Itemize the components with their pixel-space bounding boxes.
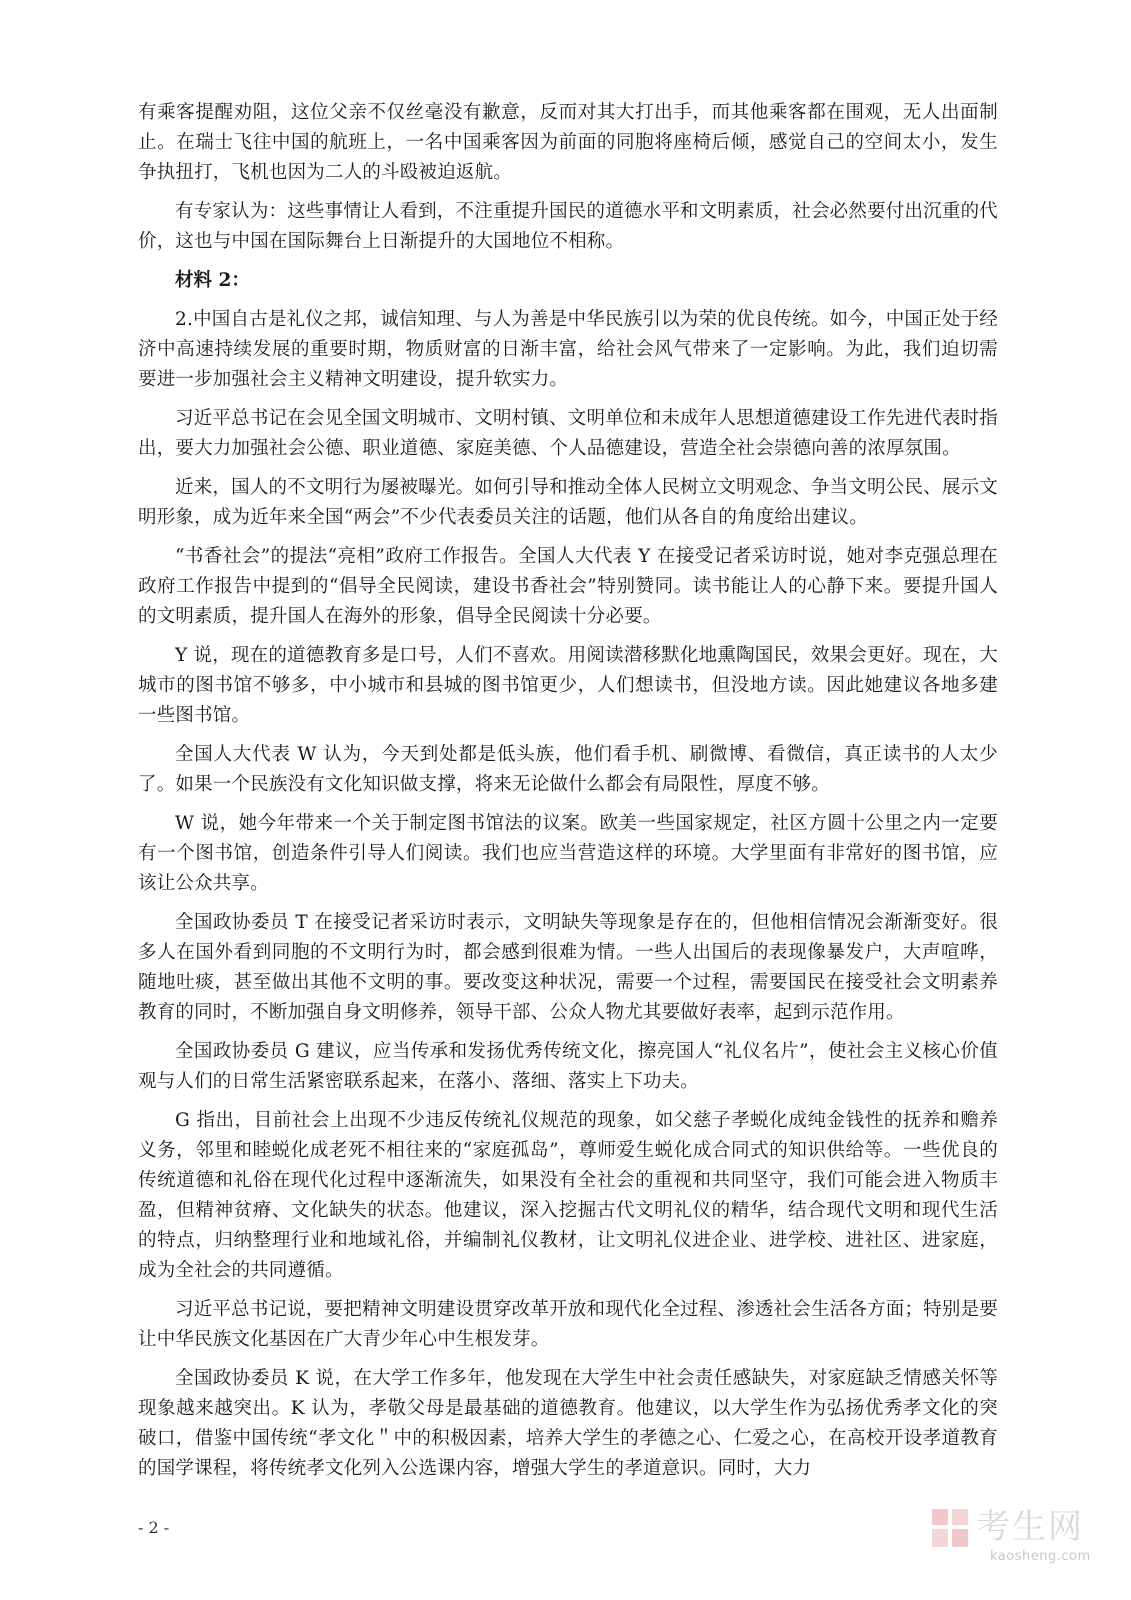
paragraph-4: 习近平总书记在会见全国文明城市、文明村镇、文明单位和未成年人思想道德建设工作先进代表时指出，要大力加强社会公德、职业道德、家庭美德、个人品德建设，营造全社会崇德向善的浓厚氛围。 bbox=[138, 408, 998, 459]
watermark-url: kaosheng.com bbox=[990, 1549, 1091, 1564]
paragraph-12: G 指出，目前社会上出现不少违反传统礼仪规范的现象，如父慈子孝蜕化成纯金钱性的抚养和赡养义务，邻里和睦蜕化成老死不相往来的“家庭孤岛”，尊师爱生蜕化成合同式的知识供给等。一些优良的传统道德和礼俗在现代化过程中逐渐流失，如果没有全社会的重视和共同坚守，我们可能会进入物质丰盈，但精神贫瘠、文化缺失的状态。他建议，深入挖掘古代文明礼仪的精华，结合现代文明和现代生活的特点，归纳整理行业和地域礼俗，并编制礼仪教材，让文明礼仪进企业、进学校、进社区、进家庭，成为全社会的共同遵循。 bbox=[138, 1110, 998, 1281]
kaosheng-logo-icon bbox=[930, 1507, 970, 1551]
paragraph-3: 2.中国自古是礼仪之邦，诚信知理、与人为善是中华民族引以为荣的优良传统。如今，中国正处于经济中高速持续发展的重要时期，物质财富的日渐丰富，给社会风气带来了一定影响。为此，我们迫切需要进一步加强社会主义精神文明建设，提升软实力。 bbox=[138, 309, 998, 390]
paragraph-5: 近来，国人的不文明行为屡被曝光。如何引导和推动全体人民树立文明观念、争当文明公民、展示文明形象，成为近年来全国“两会”不少代表委员关注的话题，他们从各自的角度给出建议。 bbox=[138, 477, 998, 528]
paragraph-9: W 说，她今年带来一个关于制定图书馆法的议案。欧美一些国家规定，社区方圆十公里之内一定要有一个图书馆，创造条件引导人们阅读。我们也应当营造这样的环境。大学里面有非常好的图书馆，应该让公众共享。 bbox=[138, 813, 998, 894]
paragraph-8: 全国人大代表 W 认为，今天到处都是低头族，他们看手机、刷微博、看微信，真正读书的人太少了。如果一个民族没有文化知识做支撑，将来无论做什么都会有局限性，厚度不够。 bbox=[138, 744, 998, 795]
paragraph-2: 有专家认为：这些事情让人看到，不注重提升国民的道德水平和文明素质，社会必然要付出沉重的代价，这也与中国在国际舞台上日渐提升的大国地位不相称。 bbox=[138, 201, 998, 252]
page-number: - 2 - bbox=[138, 1518, 170, 1537]
document-body bbox=[138, 98, 998, 1493]
watermark bbox=[930, 1503, 1100, 1573]
watermark-name: 考生网 bbox=[976, 1507, 1084, 1547]
section-heading-material-2: 材料 2： bbox=[175, 270, 250, 291]
paragraph-11: 全国政协委员 G 建议，应当传承和发扬优秀传统文化，擦亮国人“礼仪名片”，使社会主义核心价值观与人们的日常生活紧密联系起来，在落小、落细、落实上下功夫。 bbox=[138, 1041, 998, 1092]
paragraph-13: 习近平总书记说，要把精神文明建设贯穿改革开放和现代化全过程、渗透社会生活各方面；特别是要让中华民族文化基因在广大青少年心中生根发芽。 bbox=[138, 1299, 998, 1350]
paragraph-1: 有乘客提醒劝阻，这位父亲不仅丝毫没有歉意，反而对其大打出手，而其他乘客都在围观，无人出面制止。在瑞士飞往中国的航班上，一名中国乘客因为前面的同胞将座椅后倾，感觉自己的空间太小，发生争执扭打，飞机也因为二人的斗殴被迫返航。 bbox=[138, 102, 998, 183]
paragraph-7: Y 说，现在的道德教育多是口号，人们不喜欢。用阅读潜移默化地熏陶国民，效果会更好。现在，大城市的图书馆不够多，中小城市和县城的图书馆更少，人们想读书，但没地方读。因此她建议各地多建一些图书馆。 bbox=[138, 645, 998, 726]
paragraph-10: 全国政协委员 T 在接受记者采访时表示，文明缺失等现象是存在的，但他相信情况会渐渐变好。很多人在国外看到同胞的不文明行为时，都会感到很难为情。一些人出国后的表现像暴发户，大声喧哗，随地吐痰，甚至做出其他不文明的事。要改变这种状况，需要一个过程，需要国民在接受社会文明素养教育的同时，不断加强自身文明修养，领导干部、公众人物尤其要做好表率，起到示范作用。 bbox=[138, 912, 998, 1023]
paragraph-6: “书香社会”的提法“亮相”政府工作报告。全国人大代表 Y 在接受记者采访时说，她对李克强总理在政府工作报告中提到的“倡导全民阅读，建设书香社会”特别赞同。读书能让人的心静下来。要提升国人的文明素质，提升国人在海外的形象，倡导全民阅读十分必要。 bbox=[138, 546, 998, 627]
paragraph-14: 全国政协委员 K 说，在大学工作多年，他发现在大学生中社会责任感缺失，对家庭缺乏情感关怀等现象越来越突出。K 认为，孝敬父母是最基础的道德教育。他建议，以大学生作为弘扬优秀孝文化的突破口，借鉴中国传统“孝文化＂中的积极因素，培养大学生的孝德之心、仁爱之心，在高校开设孝道教育的国学课程，将传统孝文化列入公选课内容，增强大学生的孝道意识。同时，大力 bbox=[138, 1368, 998, 1479]
